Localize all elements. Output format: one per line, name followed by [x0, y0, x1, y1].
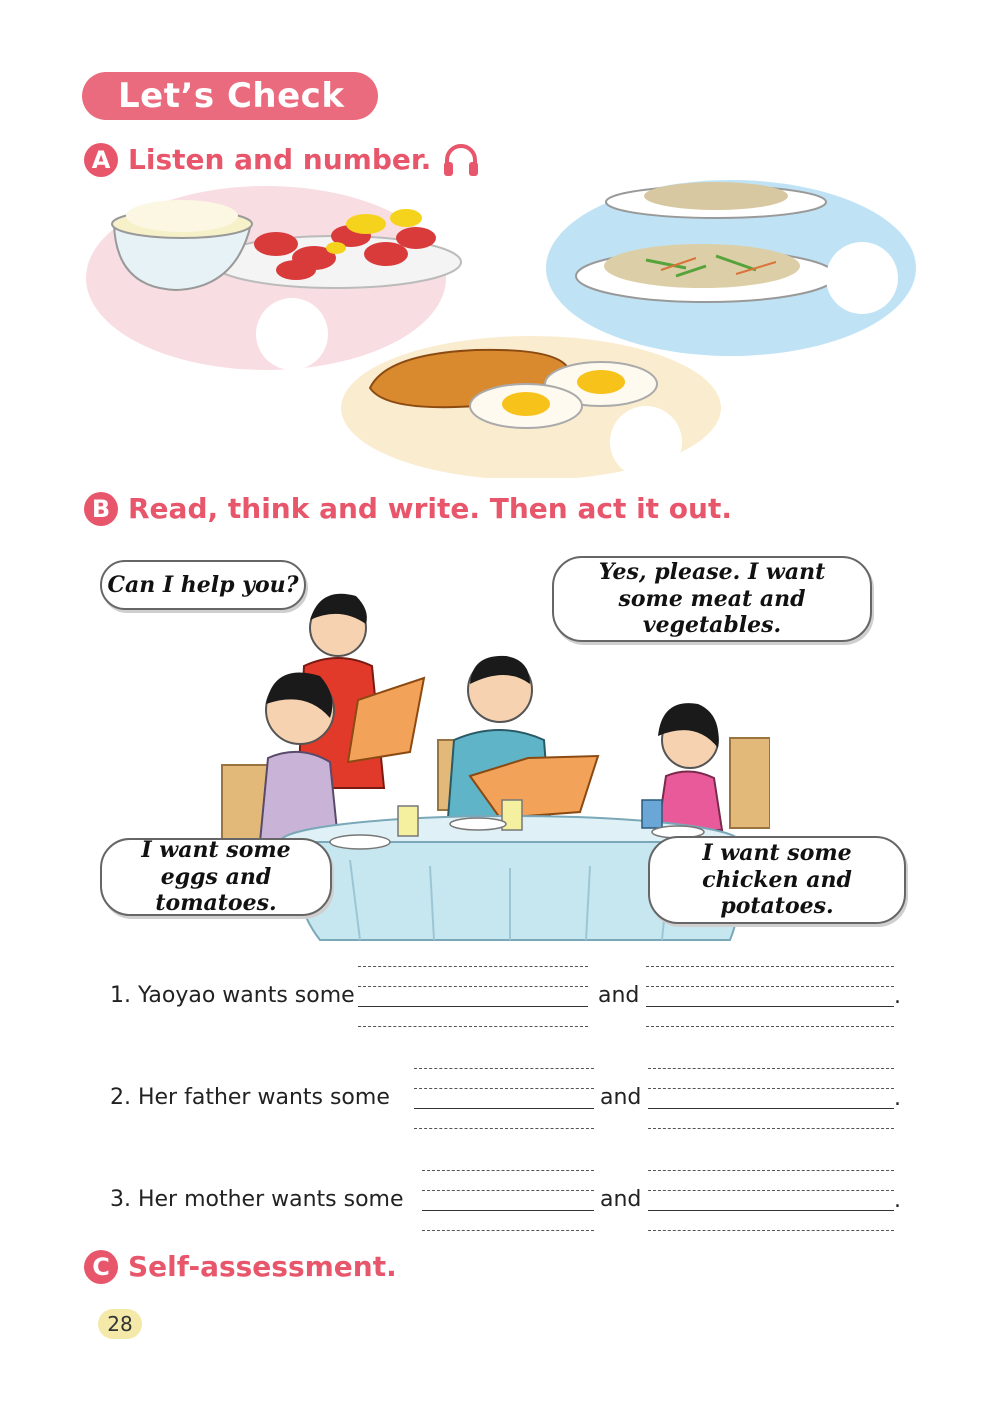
- exercise-2-and: and: [600, 1085, 642, 1110]
- exercise-3-blank-2[interactable]: [648, 1170, 894, 1232]
- exercise-1-end: .: [894, 984, 901, 1009]
- section-b-text: Read, think and write. Then act it out.: [128, 492, 732, 525]
- section-c-letter: C: [84, 1250, 118, 1284]
- number-circle-3: [610, 406, 682, 478]
- section-c-text: Self-assessment.: [128, 1250, 397, 1283]
- section-a-heading: [84, 142, 481, 178]
- section-a-text: Listen and number.: [128, 143, 432, 176]
- exercise-3-blank-1[interactable]: [422, 1170, 594, 1232]
- bubble-girl: I want some chicken and potatoes.: [648, 836, 906, 924]
- exercise-1-and: and: [598, 983, 640, 1008]
- section-b-heading: [84, 492, 732, 526]
- exercise-3-and: and: [600, 1187, 642, 1212]
- bubble-mother: I want some eggs and tomatoes.: [100, 838, 332, 916]
- exercise-3-prefix: 3. Her mother wants some: [110, 1187, 404, 1212]
- rice-and-tomato-picture: [86, 186, 461, 370]
- father-figure: [448, 656, 598, 818]
- page-number: 28: [98, 1309, 142, 1339]
- food-pictures: [86, 178, 926, 478]
- lets-check-title: Let’s Check: [82, 72, 378, 120]
- bubble-father: Yes, please. I want some meat and vegetables.: [552, 556, 872, 642]
- exercise-2-end: .: [894, 1086, 901, 1111]
- girl-figure: [658, 703, 722, 830]
- exercise-2-blank-1[interactable]: [414, 1068, 594, 1130]
- number-circle-1: [256, 298, 328, 370]
- bread-and-eggs-picture: [341, 336, 721, 478]
- exercise-1-blank-2[interactable]: [646, 966, 894, 1028]
- section-a-letter: A: [84, 143, 118, 177]
- noodles-picture: [546, 180, 916, 356]
- exercise-1-blank-1[interactable]: [358, 966, 588, 1028]
- exercise-2-prefix: 2. Her father wants some: [110, 1085, 390, 1110]
- exercise-1-prefix: 1. Yaoyao wants some: [110, 983, 355, 1008]
- bubble-waitress: Can I help you?: [100, 560, 306, 610]
- exercise-3-end: .: [894, 1188, 901, 1213]
- section-c-heading: [84, 1250, 397, 1284]
- number-circle-2: [826, 242, 898, 314]
- exercise-2-blank-2[interactable]: [648, 1068, 894, 1130]
- section-b-letter: B: [84, 492, 118, 526]
- headphones-icon: [441, 142, 481, 178]
